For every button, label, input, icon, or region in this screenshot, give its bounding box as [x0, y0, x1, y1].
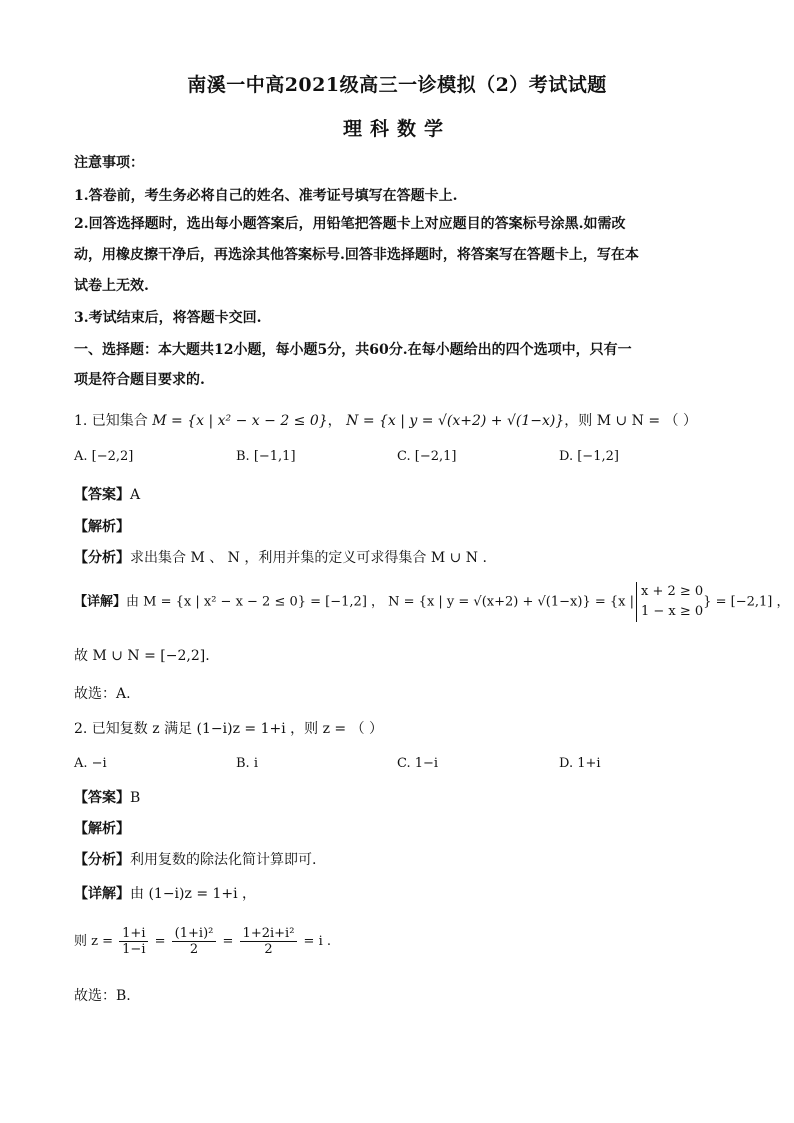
q1-option-c[interactable]: C. [−2,1]: [397, 449, 457, 464]
q2-final: 故选：B.: [74, 988, 131, 1004]
q2-option-b[interactable]: B. i: [236, 756, 258, 771]
fraction-3: $\frac{\text{1+2i+i²}}{2}$: [240, 926, 298, 957]
notice-item-2-line-2: 动，用橡皮擦干净后，再选涂其他答案标号.回答非选择题时，将答案写在答题卡上，写在本: [74, 247, 639, 263]
set-M-definition: M = {x | x² − x − 2 ≤ 0}: [152, 413, 328, 429]
q1-answer: 【答案】A: [74, 487, 141, 503]
set-N-definition: N = {x | y = √(x+2) + √(1−x)}: [346, 413, 565, 429]
notice-heading: 注意事项：: [74, 155, 144, 171]
question-1-stem: 1. 已知集合 M = {x | x² − x − 2 ≤ 0}， N = {x | y = √(x+2) + √(1−x)}，则 M ∪ N = （ ）: [74, 413, 698, 429]
q2-fenxi: 【分析】利用复数的除法化简计算即可.: [74, 852, 317, 868]
q1-analysis-tag: 【解析】: [74, 519, 130, 535]
fraction-1: $\frac{1+i}{1-i}$: [119, 926, 148, 957]
inequality-system: x + 2 ≥ 0 1 − x ≥ 0: [636, 582, 703, 622]
fraction-2: $\frac{\text{(1+i)²}}{2}$: [172, 926, 217, 957]
page-title: 南溪一中高2021级高三一诊模拟（2）考试试题: [187, 74, 607, 96]
q1-option-b[interactable]: B. [−1,1]: [236, 449, 296, 464]
q1-fenxi: 【分析】求出集合 M 、 N ，利用并集的定义可求得集合 M ∪ N .: [74, 550, 487, 566]
section-heading-line-1: 一、选择题：本大题共12小题，每小题5分，共60分.在每小题给出的四个选项中，只有一: [74, 342, 632, 358]
q1-option-d[interactable]: D. [−1,2]: [559, 449, 619, 464]
q1-final: 故选：A.: [74, 686, 131, 702]
q1-option-a[interactable]: A. [−2,2]: [74, 449, 134, 464]
notice-item-1: 1.答卷前，考生务必将自己的姓名、准考证号填写在答题卡上.: [74, 188, 458, 204]
page-subtitle: 理科数学: [342, 118, 451, 140]
q1-detail: 【详解】由 M = {x | x² − x − 2 ≤ 0} = [−1,2] ， N = {x | y = √(x+2) + √(1−x)} = {x | x + 2 ≥ 0 1 − x ≥ 0 } = [−2,1] ，: [74, 582, 724, 622]
q2-analysis-tag: 【解析】: [74, 821, 130, 837]
q2-option-c[interactable]: C. 1−i: [397, 756, 439, 771]
q2-option-d[interactable]: D. 1+i: [559, 756, 601, 771]
section-heading-line-2: 项是符合题目要求的.: [74, 372, 205, 388]
q2-answer: 【答案】B: [74, 790, 141, 806]
question-2-stem: 2. 已知复数 z 满足 (1−i)z = 1+i ，则 z = （ ）: [74, 721, 384, 737]
notice-item-3: 3.考试结束后，将答题卡交回.: [74, 310, 262, 326]
q2-calculation: 则 z = $\frac{1+i}{1-i}$ = $\frac{\text{(1+i)²}}{2}$ = $\frac{\text{1+2i+i²}}{2}$ = i .: [74, 926, 331, 957]
q1-conclusion: 故 M ∪ N = [−2,2].: [74, 648, 210, 664]
notice-item-2-line-1: 2.回答选择题时，选出每小题答案后，用铅笔把答题卡上对应题目的答案标号涂黑.如需改: [74, 216, 626, 232]
q2-detail: 【详解】由 (1−i)z = 1+i ，: [74, 886, 257, 902]
q2-option-a[interactable]: A. −i: [74, 756, 107, 771]
notice-item-2-line-3: 试卷上无效.: [74, 278, 149, 294]
